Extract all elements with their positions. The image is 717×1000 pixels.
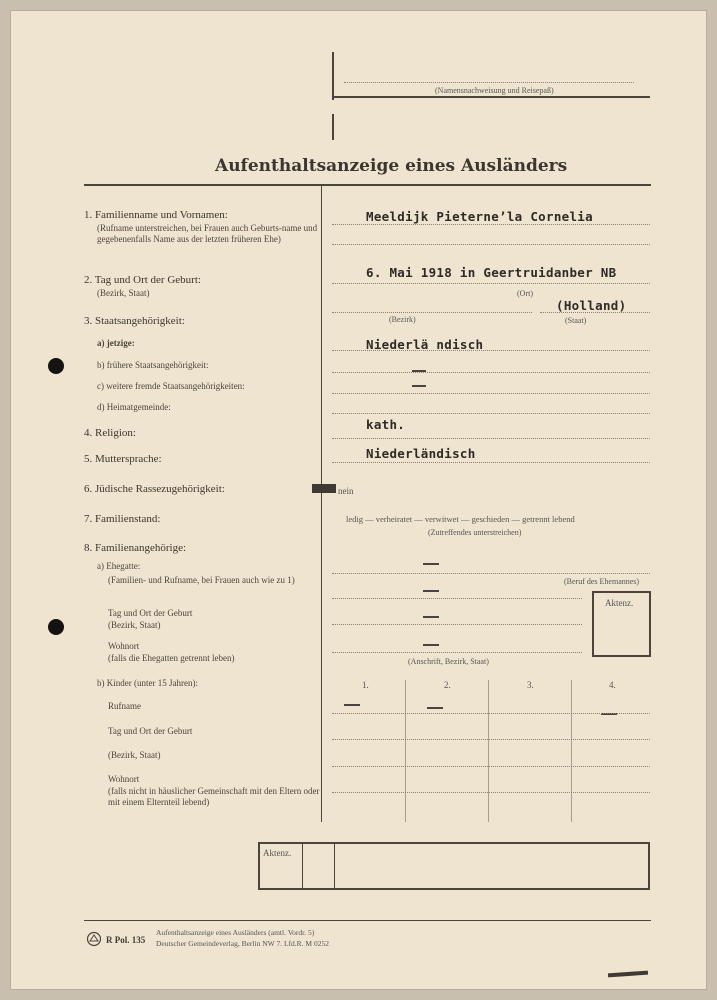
field-5-label: 5. Muttersprache: xyxy=(84,453,162,465)
footer-line-2: Deutscher Gemeindeverlag, Berlin NW 7. Lfd.R. M 0252 xyxy=(156,939,329,948)
field-8a-label: a) Ehegatte: xyxy=(97,561,141,571)
staat-value[interactable]: (Holland) xyxy=(556,298,627,313)
kind-wohnort-sub: (falls nicht in häuslicher Gemeinschaft mit den Eltern oder mit einem Elternteil lebend) xyxy=(108,786,320,807)
field-2-line xyxy=(332,283,650,284)
form-sheet xyxy=(10,10,707,990)
field-4-label: 4. Religion: xyxy=(84,427,136,439)
kind-bezirk: (Bezirk, Staat) xyxy=(108,750,161,760)
dash-4 xyxy=(423,644,439,646)
field-5-line xyxy=(332,462,650,463)
field-1-label: 1. Familienname und Vornamen: xyxy=(84,209,228,221)
form-code: R Pol. 135 xyxy=(106,935,146,945)
bottom-box-divider-2 xyxy=(334,844,335,888)
ehegatte-dash xyxy=(423,563,439,565)
beruf-caption: (Beruf des Ehemannes) xyxy=(564,577,640,586)
ehegatte-line xyxy=(332,573,650,574)
field-7-label: 7. Familienstand: xyxy=(84,513,161,525)
col-1: 1. xyxy=(362,680,369,690)
col-4: 4. xyxy=(609,680,616,690)
kind-line-4 xyxy=(332,792,650,793)
field-3b-line xyxy=(332,372,650,373)
bottom-aktenz-box[interactable] xyxy=(258,842,650,890)
kind-dash-2 xyxy=(427,707,443,709)
kind-geburt: Tag und Ort der Geburt xyxy=(108,726,193,736)
punch-hole-bottom xyxy=(48,619,64,635)
footer-rule xyxy=(84,920,651,921)
field-2-label: 2. Tag und Ort der Geburt: xyxy=(84,274,201,286)
dash-3 xyxy=(423,616,439,618)
field-3c-dash xyxy=(412,385,426,387)
field-6-value[interactable]: nein xyxy=(338,486,354,496)
top-field-caption: (Namensnachweisung und Reisepaß) xyxy=(435,86,554,95)
kinder-col-divider-1 xyxy=(405,680,406,822)
field-6-label: 6. Jüdische Rassezugehörigkeit: xyxy=(84,483,225,495)
kind-line-3 xyxy=(332,766,650,767)
aktenz-label: Aktenz. xyxy=(605,598,634,608)
bottom-aktenz-label: Aktenz. xyxy=(263,848,292,858)
staat-caption: (Staat) xyxy=(565,316,587,325)
field-3d-label: d) Heimatgemeinde: xyxy=(97,402,171,412)
kinder-col-divider-2 xyxy=(488,680,489,822)
kind-dash-1 xyxy=(344,704,360,706)
field-1-value[interactable]: Meeldijk Pieterne’la Cornelia xyxy=(366,209,593,224)
anschrift-caption: (Anschrift, Bezirk, Staat) xyxy=(408,657,489,666)
top-field-bracket xyxy=(332,52,334,100)
pen-mark xyxy=(608,971,648,978)
bezirk-caption: (Bezirk) xyxy=(389,315,416,324)
field-8-label: 8. Familienangehörige: xyxy=(84,542,187,554)
top-field-rule xyxy=(332,96,650,98)
kind-wohnort: Wohnort xyxy=(108,774,140,784)
kind-line-2 xyxy=(332,739,650,740)
field-2-value[interactable]: 6. Mai 1918 in Geertruidanber NB xyxy=(366,265,617,280)
field-4-line xyxy=(332,438,650,439)
field-7-caption: (Zutreffendes unterstreichen) xyxy=(428,528,522,537)
field-7-options[interactable]: ledig — verheiratet — verwitwet — geschieden — getrennt lebend xyxy=(346,514,575,524)
col-3: 3. xyxy=(527,680,534,690)
field-3a-value[interactable]: Niederlä ndisch xyxy=(366,337,484,352)
publisher-logo-icon xyxy=(86,931,102,947)
field-2-sub: (Bezirk, Staat) xyxy=(97,288,150,298)
top-field-line[interactable] xyxy=(344,82,634,83)
field-1-line-2 xyxy=(332,244,650,245)
field-8-wohnort: Wohnort xyxy=(108,641,140,651)
field-8-geburt: Tag und Ort der Geburt xyxy=(108,608,193,618)
field-3d-line xyxy=(332,413,650,414)
bottom-box-divider-1 xyxy=(302,844,303,888)
kinder-col-divider-3 xyxy=(571,680,572,822)
field-8-wohnort-sub: (falls die Ehegatten getrennt leben) xyxy=(108,653,235,663)
line-3 xyxy=(332,624,582,625)
form-title: Aufenthaltsanzeige eines Ausländers xyxy=(215,156,568,176)
field-3b-label: b) frühere Staatsangehörigkeit: xyxy=(97,360,209,370)
struck-ja-mark xyxy=(312,484,336,493)
field-3a-line xyxy=(332,350,650,351)
field-3c-label: c) weitere fremde Staatsangehörigkeiten: xyxy=(97,381,245,391)
ort-caption: (Ort) xyxy=(517,289,533,298)
dash-2 xyxy=(423,590,439,592)
line-4 xyxy=(332,652,582,653)
field-1-line xyxy=(332,224,650,225)
field-3a-label: a) jetzige: xyxy=(97,338,135,348)
staat-line xyxy=(540,312,650,313)
title-rule xyxy=(84,184,651,186)
kind-line-1 xyxy=(332,713,650,714)
field-1-sub: (Rufname unterstreichen, bei Frauen auch Geburts-name und gegebenenfalls Name aus der letzten früheren Ehe) xyxy=(97,223,318,244)
col-2: 2. xyxy=(444,680,451,690)
column-divider xyxy=(321,186,322,822)
mid-bracket xyxy=(332,114,334,140)
field-8a-sub: (Familien- und Rufname, bei Frauen auch wie zu 1) xyxy=(108,575,295,585)
field-4-value[interactable]: kath. xyxy=(366,417,406,432)
field-5-value[interactable]: Niederländisch xyxy=(366,446,476,461)
kind-rufname: Rufname xyxy=(108,701,141,711)
field-3-label: 3. Staatsangehörigkeit: xyxy=(84,315,185,327)
bezirk-line xyxy=(332,312,532,313)
field-8-geburt-sub: (Bezirk, Staat) xyxy=(108,620,161,630)
field-3c-line xyxy=(332,393,650,394)
footer-line-1: Aufenthaltsanzeige eines Ausländers (amtl. Vordr. 5) xyxy=(156,928,315,937)
field-8b-label: b) Kinder (unter 15 Jahren): xyxy=(97,678,198,688)
punch-hole-top xyxy=(48,358,64,374)
line-2 xyxy=(332,598,582,599)
